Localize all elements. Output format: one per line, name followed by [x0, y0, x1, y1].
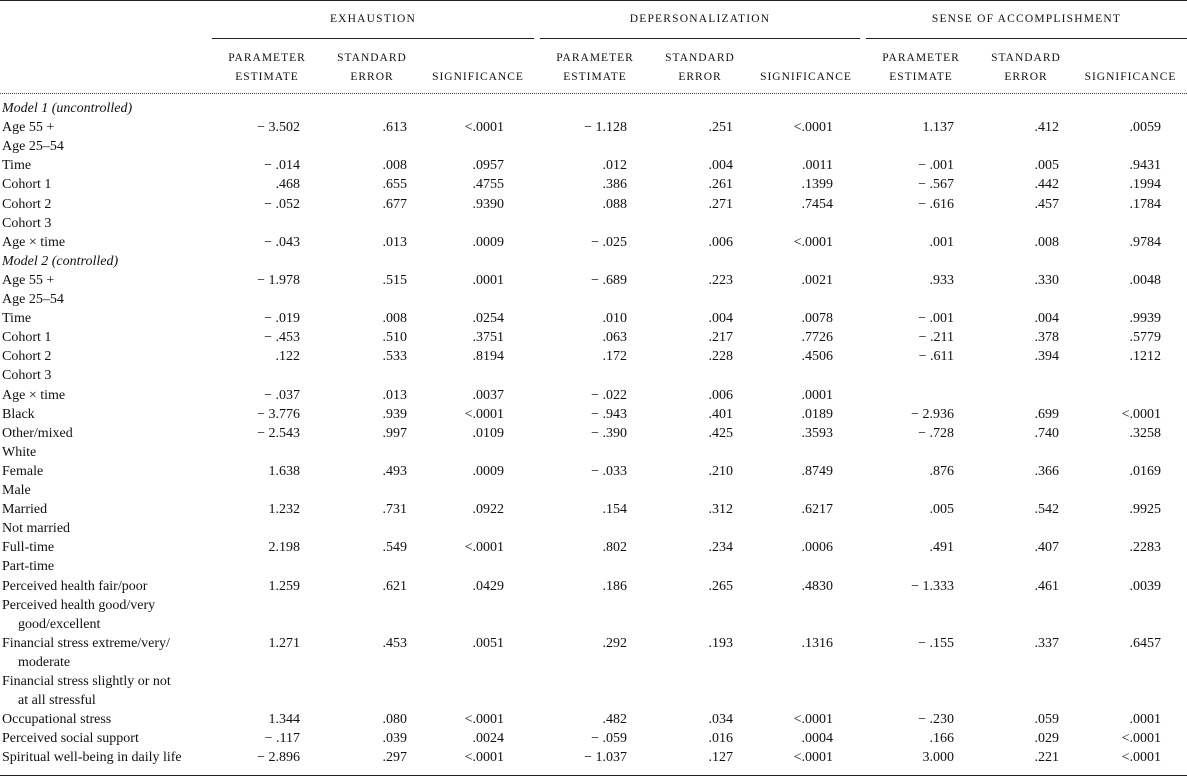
cell-value: .0254 [472, 311, 504, 327]
cell-value: .193 [708, 635, 733, 651]
row-label: Time [2, 311, 32, 327]
row-label: Cohort 3 [2, 215, 52, 231]
table-row [0, 729, 1187, 748]
table-row [0, 596, 1187, 615]
row-label: Perceived health good/very [2, 597, 156, 613]
cell-value: .510 [382, 330, 407, 346]
table-row [0, 424, 1187, 443]
cell-value: .234 [708, 540, 733, 556]
group-header-exhaustion: EXHAUSTION [329, 13, 417, 25]
cell-value: .127 [708, 750, 733, 766]
cell-value: .0037 [472, 387, 504, 403]
cell-value: − .453 [264, 330, 300, 346]
cell-value: 2.198 [268, 540, 300, 556]
table-row [0, 462, 1187, 481]
cell-value: .9939 [1129, 311, 1161, 327]
cell-value: .939 [382, 406, 407, 422]
cell-value: .386 [602, 177, 627, 193]
cell-value: − .014 [264, 158, 300, 174]
cell-value: − .025 [591, 234, 627, 250]
cell-value: <.0001 [1121, 731, 1161, 747]
column-subheader: SIGNIFICANCE [432, 71, 524, 83]
cell-value: .337 [1034, 635, 1059, 651]
cell-value: 1.259 [268, 578, 300, 594]
cell-value: <.0001 [793, 234, 833, 250]
table-row [0, 500, 1187, 519]
cell-value: .005 [1034, 158, 1059, 174]
cell-value: .4830 [801, 578, 833, 594]
cell-value: .265 [708, 578, 733, 594]
row-label: White [2, 444, 37, 460]
table-row [0, 481, 1187, 500]
row-label: Spiritual well-being in daily life [2, 750, 182, 766]
cell-value: .876 [929, 463, 954, 479]
row-label: Cohort 1 [2, 330, 52, 346]
row-label: Cohort 2 [2, 349, 52, 365]
row-label: Other/mixed [2, 425, 73, 441]
cell-value: .261 [708, 177, 733, 193]
cell-value: .013 [382, 234, 407, 250]
table-row [0, 290, 1187, 309]
group-header-accomplishment: SENSE OF ACCOMPLISHMENT [931, 13, 1122, 25]
cell-value: − .001 [918, 158, 954, 174]
cell-value: .6217 [801, 502, 833, 518]
cell-value: .0039 [1129, 578, 1161, 594]
row-label: Full-time [2, 540, 55, 556]
group-rule-exhaustion [212, 38, 534, 39]
cell-value: <.0001 [464, 406, 504, 422]
cell-value: .378 [1034, 330, 1059, 346]
cell-value: .677 [382, 196, 407, 212]
table-row [0, 347, 1187, 366]
cell-value: − .117 [264, 731, 300, 747]
cell-value: .001 [929, 234, 954, 250]
row-label: Part-time [2, 559, 55, 575]
cell-value: .251 [708, 120, 733, 136]
group-rule-depersonalization [540, 38, 860, 39]
bottom-rule [0, 775, 1187, 776]
group-header-depersonalization: DEPERSONALIZATION [629, 13, 771, 25]
cell-value: − .001 [918, 311, 954, 327]
cell-value: .217 [708, 330, 733, 346]
cell-value: − 2.936 [911, 406, 954, 422]
table-row [0, 233, 1187, 252]
cell-value: .0059 [1129, 120, 1161, 136]
top-rule [0, 0, 1187, 1]
cell-value: <.0001 [793, 120, 833, 136]
row-label: Perceived social support [2, 731, 139, 747]
cell-value: .228 [708, 349, 733, 365]
table-row [0, 386, 1187, 405]
cell-value: .186 [602, 578, 627, 594]
cell-value: .063 [602, 330, 627, 346]
cell-value: − .059 [591, 731, 627, 747]
table-row [0, 519, 1187, 538]
row-label: Not married [2, 521, 71, 537]
table-row [0, 156, 1187, 175]
cell-value: .3258 [1129, 425, 1161, 441]
column-subheader: SIGNIFICANCE [760, 71, 852, 83]
cell-value: .0009 [472, 463, 504, 479]
cell-value: 1.638 [268, 463, 300, 479]
model-heading: Model 2 (controlled) [2, 253, 119, 269]
row-label: Financial stress extreme/very/ [2, 635, 170, 651]
cell-value: − 1.037 [584, 750, 627, 766]
cell-value: .613 [382, 120, 407, 136]
cell-value: − .943 [591, 406, 627, 422]
table-row [0, 328, 1187, 347]
cell-value: .468 [275, 177, 300, 193]
table-row [0, 118, 1187, 137]
cell-value: .154 [602, 502, 627, 518]
table-row [0, 443, 1187, 462]
cell-value: .997 [382, 425, 407, 441]
cell-value: .621 [382, 578, 407, 594]
cell-value: − .033 [591, 463, 627, 479]
cell-value: .9925 [1129, 502, 1161, 518]
cell-value: <.0001 [1121, 750, 1161, 766]
cell-value: .0078 [801, 311, 833, 327]
table-row [0, 653, 1187, 672]
cell-value: .394 [1034, 349, 1059, 365]
cell-value: .0109 [472, 425, 504, 441]
cell-value: 1.137 [922, 120, 954, 136]
cell-value: .012 [602, 158, 627, 174]
cell-value: − 2.896 [257, 750, 300, 766]
cell-value: .0048 [1129, 272, 1161, 288]
cell-value: .1399 [801, 177, 833, 193]
cell-value: <.0001 [1121, 406, 1161, 422]
cell-value: .542 [1034, 502, 1059, 518]
cell-value: .1784 [1129, 196, 1161, 212]
cell-value: − .728 [918, 425, 954, 441]
table-row [0, 252, 1187, 271]
row-label: Age 55 + [2, 272, 55, 288]
row-label: at all stressful [18, 693, 96, 709]
model-heading: Model 1 (uncontrolled) [2, 101, 133, 116]
row-label: Age 25–54 [2, 292, 64, 307]
table-row [0, 710, 1187, 729]
cell-value: .699 [1034, 406, 1059, 422]
cell-value: .122 [275, 349, 300, 365]
cell-value: − .155 [918, 635, 954, 651]
cell-value: .172 [602, 349, 627, 365]
cell-value: .5779 [1129, 330, 1161, 346]
cell-value: − .211 [918, 330, 954, 346]
row-label: Cohort 2 [2, 196, 52, 212]
cell-value: .7454 [801, 196, 833, 212]
row-label: Occupational stress [2, 712, 112, 728]
cell-value: .3593 [801, 425, 833, 441]
cell-value: − 1.128 [584, 120, 627, 136]
cell-value: .039 [382, 731, 407, 747]
cell-value: − 1.978 [257, 272, 300, 288]
cell-value: .1994 [1129, 177, 1161, 193]
column-subheader: STANDARD ERROR [991, 52, 1061, 83]
row-label: Female [2, 463, 44, 479]
column-subheader: STANDARD ERROR [665, 52, 735, 83]
cell-value: .549 [382, 540, 407, 556]
cell-value: .3751 [472, 330, 504, 346]
row-label: Age 55 + [2, 120, 55, 136]
cell-value: .9784 [1129, 234, 1161, 250]
cell-value: − .037 [264, 387, 300, 403]
cell-value: .0922 [472, 502, 504, 518]
cell-value: .330 [1034, 272, 1059, 288]
cell-value: <.0001 [793, 712, 833, 728]
cell-value: <.0001 [464, 540, 504, 556]
row-label: Age × time [2, 387, 66, 403]
cell-value: − 3.776 [257, 406, 300, 422]
cell-value: − 2.543 [257, 425, 300, 441]
cell-value: .533 [382, 349, 407, 365]
group-rule-accomplishment [866, 38, 1187, 39]
cell-value: .740 [1034, 425, 1059, 441]
cell-value: .013 [382, 387, 407, 403]
cell-value: − .616 [918, 196, 954, 212]
cell-value: .006 [708, 387, 733, 403]
cell-value: − .022 [591, 387, 627, 403]
cell-value: <.0001 [793, 750, 833, 766]
table-row [0, 615, 1187, 634]
cell-value: 1.232 [268, 502, 300, 518]
column-subheader: PARAMETER ESTIMATE [556, 52, 634, 83]
cell-value: .271 [708, 196, 733, 212]
table-row [0, 214, 1187, 233]
row-label: Age × time [2, 234, 66, 250]
cell-value: .0169 [1129, 463, 1161, 479]
cell-value: .080 [382, 712, 407, 728]
cell-value: .312 [708, 502, 733, 518]
table-row [0, 175, 1187, 194]
table-row [0, 538, 1187, 557]
row-label: Male [2, 483, 31, 498]
row-label: Age 25–54 [2, 139, 64, 155]
table-row [0, 405, 1187, 424]
cell-value: .4506 [801, 349, 833, 365]
cell-value: .8749 [801, 463, 833, 479]
table-row [0, 577, 1187, 596]
cell-value: .059 [1034, 712, 1059, 728]
cell-value: .004 [708, 311, 733, 327]
row-label: Perceived health fair/poor [2, 578, 148, 594]
cell-value: .655 [382, 177, 407, 193]
cell-value: .088 [602, 196, 627, 212]
cell-value: − .019 [264, 311, 300, 327]
row-label: Financial stress slightly or not [2, 674, 171, 689]
cell-value: .029 [1034, 731, 1059, 747]
cell-value: .010 [602, 311, 627, 327]
cell-value: .7726 [801, 330, 833, 346]
cell-value: .482 [602, 712, 627, 728]
cell-value: .0051 [472, 635, 504, 651]
cell-value: .4755 [472, 177, 504, 193]
cell-value: .0021 [801, 272, 833, 288]
row-label: Time [2, 158, 32, 174]
cell-value: .034 [708, 712, 733, 728]
table-row [0, 195, 1187, 214]
table-row [0, 137, 1187, 156]
cell-value: <.0001 [464, 120, 504, 136]
table-row [0, 634, 1187, 653]
cell-value: <.0001 [464, 750, 504, 766]
cell-value: − .230 [918, 712, 954, 728]
cell-value: 1.344 [268, 712, 300, 728]
cell-value: .004 [1034, 311, 1059, 327]
cell-value: .210 [708, 463, 733, 479]
cell-value: .008 [382, 158, 407, 174]
cell-value: .0189 [801, 406, 833, 422]
table-row [0, 748, 1187, 767]
cell-value: .292 [602, 635, 627, 651]
cell-value: .008 [382, 311, 407, 327]
cell-value: .005 [929, 502, 954, 518]
cell-value: 3.000 [922, 750, 954, 766]
cell-value: .004 [708, 158, 733, 174]
cell-value: .366 [1034, 463, 1059, 479]
cell-value: .221 [1034, 750, 1059, 766]
cell-value: .223 [708, 272, 733, 288]
cell-value: − .043 [264, 234, 300, 250]
cell-value: <.0001 [464, 712, 504, 728]
cell-value: .493 [382, 463, 407, 479]
cell-value: .0004 [801, 731, 833, 747]
table-row [0, 271, 1187, 290]
cell-value: − .052 [264, 196, 300, 212]
cell-value: − .567 [918, 177, 954, 193]
cell-value: .0957 [472, 158, 504, 174]
cell-value: .297 [382, 750, 407, 766]
cell-value: .407 [1034, 540, 1059, 556]
row-label: Cohort 3 [2, 368, 52, 384]
cell-value: − .611 [918, 349, 954, 365]
cell-value: .731 [382, 502, 407, 518]
cell-value: .006 [708, 234, 733, 250]
table-row [0, 309, 1187, 328]
column-subheader: PARAMETER ESTIMATE [882, 52, 960, 83]
cell-value: .461 [1034, 578, 1059, 594]
row-label: moderate [18, 654, 71, 670]
cell-value: .515 [382, 272, 407, 288]
row-label: good/excellent [18, 616, 101, 632]
cell-value: − .689 [591, 272, 627, 288]
cell-value: .425 [708, 425, 733, 441]
cell-value: .0011 [802, 158, 833, 174]
cell-value: .442 [1034, 177, 1059, 193]
table-row [0, 99, 1187, 118]
cell-value: .166 [929, 731, 954, 747]
cell-value: .0009 [472, 234, 504, 250]
cell-value: .008 [1034, 234, 1059, 250]
cell-value: .1212 [1129, 349, 1161, 365]
column-subheader: PARAMETER ESTIMATE [228, 52, 306, 83]
cell-value: .016 [708, 731, 733, 747]
cell-value: − .390 [591, 425, 627, 441]
cell-value: .8194 [472, 349, 504, 365]
cell-value: .6457 [1129, 635, 1161, 651]
cell-value: .0001 [801, 387, 833, 403]
cell-value: .2283 [1129, 540, 1161, 556]
table-row [0, 691, 1187, 710]
cell-value: .491 [929, 540, 954, 556]
cell-value: .0001 [1129, 712, 1161, 728]
cell-value: .1316 [801, 635, 833, 651]
cell-value: .0429 [472, 578, 504, 594]
column-subheader: STANDARD ERROR [337, 52, 407, 83]
row-label: Black [2, 406, 35, 422]
cell-value: .453 [382, 635, 407, 651]
table-row [0, 557, 1187, 576]
column-subheader: SIGNIFICANCE [1084, 71, 1177, 83]
cell-value: − 3.502 [257, 120, 300, 136]
cell-value: .0001 [472, 272, 504, 288]
header-divider [0, 93, 1187, 94]
cell-value: − 1.333 [911, 578, 954, 594]
cell-value: .401 [708, 406, 733, 422]
cell-value: .9431 [1129, 158, 1161, 174]
table-row [0, 366, 1187, 385]
cell-value: 1.271 [268, 635, 300, 651]
cell-value: .0006 [801, 540, 833, 556]
cell-value: .9390 [472, 196, 504, 212]
cell-value: .457 [1034, 196, 1059, 212]
cell-value: .802 [602, 540, 627, 556]
table-row [0, 672, 1187, 691]
cell-value: .412 [1034, 120, 1059, 136]
cell-value: .933 [929, 272, 954, 288]
row-label: Married [2, 502, 48, 518]
cell-value: .0024 [472, 731, 504, 747]
row-label: Cohort 1 [2, 177, 52, 193]
